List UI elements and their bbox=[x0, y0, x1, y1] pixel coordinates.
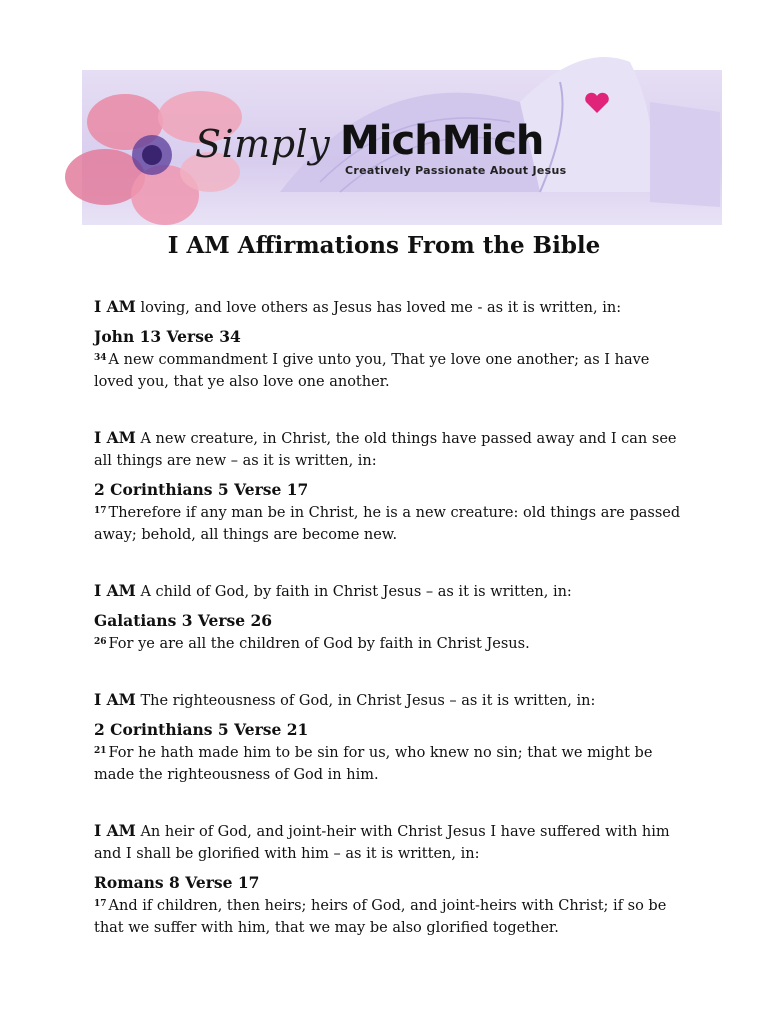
verse-text: Therefore if any man be in Christ, he is a new creature: old things are passed away; behold, all things are become new. bbox=[94, 505, 681, 543]
affirmation-body: The righteousness of God, in Christ Jesus – as it is written, in: bbox=[135, 693, 596, 709]
affirmation-text bbox=[94, 820, 684, 865]
affirmation-lead: I AM bbox=[94, 821, 136, 840]
affirmation-section bbox=[94, 427, 684, 546]
verse-number: 17 bbox=[94, 899, 107, 909]
scripture-reference: Romans 8 Verse 17 bbox=[94, 873, 260, 892]
verse-number: 34 bbox=[94, 353, 107, 363]
verse-text: For ye are all the children of God by faith in Christ Jesus. bbox=[108, 636, 530, 652]
verse-number: 21 bbox=[94, 746, 107, 756]
heart-icon bbox=[584, 92, 610, 114]
affirmation-lead: I AM bbox=[94, 581, 136, 600]
affirmation-body: A new creature, in Christ, the old things have passed away and I can see all things are new – as it is written, in: bbox=[94, 431, 677, 469]
verse-text: For he hath made him to be sin for us, who knew no sin; that we might be made the righteousness of God in him. bbox=[94, 745, 653, 783]
affirmation-section bbox=[94, 296, 684, 393]
affirmation-text bbox=[94, 580, 684, 603]
affirmation-section bbox=[94, 820, 684, 939]
scripture-verse bbox=[94, 740, 684, 786]
scripture-reference: John 13 Verse 34 bbox=[94, 327, 241, 346]
brand-tagline: Creatively Passionate About Jesus bbox=[345, 164, 567, 177]
verse-text: And if children, then heirs; heirs of God, and joint-heirs with Christ; if so be that we suffer with him, that we may be also glorified together. bbox=[94, 898, 667, 936]
affirmation-body: A child of God, by faith in Christ Jesus – as it is written, in: bbox=[135, 584, 572, 600]
page-title: I AM Affirmations From the Bible bbox=[167, 232, 601, 259]
affirmations-list bbox=[94, 296, 684, 973]
affirmation-body: loving, and love others as Jesus has loved me - as it is written, in: bbox=[135, 300, 622, 316]
header-banner bbox=[60, 42, 722, 227]
scripture-verse bbox=[94, 347, 684, 393]
scripture-verse bbox=[94, 500, 684, 546]
scripture-reference: 2 Corinthians 5 Verse 21 bbox=[94, 720, 309, 739]
verse-number: 26 bbox=[94, 637, 107, 647]
affirmation-body: An heir of God, and joint-heir with Christ Jesus I have suffered with him and I shall be glorified with him – as it is written, in: bbox=[94, 824, 670, 862]
affirmation-text bbox=[94, 427, 684, 472]
affirmation-lead: I AM bbox=[94, 690, 136, 709]
affirmation-section bbox=[94, 580, 684, 655]
verse-number: 17 bbox=[94, 506, 107, 516]
scripture-verse bbox=[94, 893, 684, 939]
brand-script-text: Simply bbox=[195, 122, 331, 166]
verse-text: A new commandment I give unto you, That ye love one another; as I have loved you, that ye also love one another. bbox=[94, 352, 650, 390]
scripture-reference: Galatians 3 Verse 26 bbox=[94, 611, 273, 630]
scripture-reference: 2 Corinthians 5 Verse 17 bbox=[94, 480, 309, 499]
affirmation-section bbox=[94, 689, 684, 786]
affirmation-text bbox=[94, 296, 684, 319]
affirmation-text bbox=[94, 689, 684, 712]
brand-name: MichMich bbox=[340, 118, 544, 164]
affirmation-lead: I AM bbox=[94, 428, 136, 447]
scripture-verse bbox=[94, 631, 684, 655]
affirmation-lead: I AM bbox=[94, 297, 136, 316]
